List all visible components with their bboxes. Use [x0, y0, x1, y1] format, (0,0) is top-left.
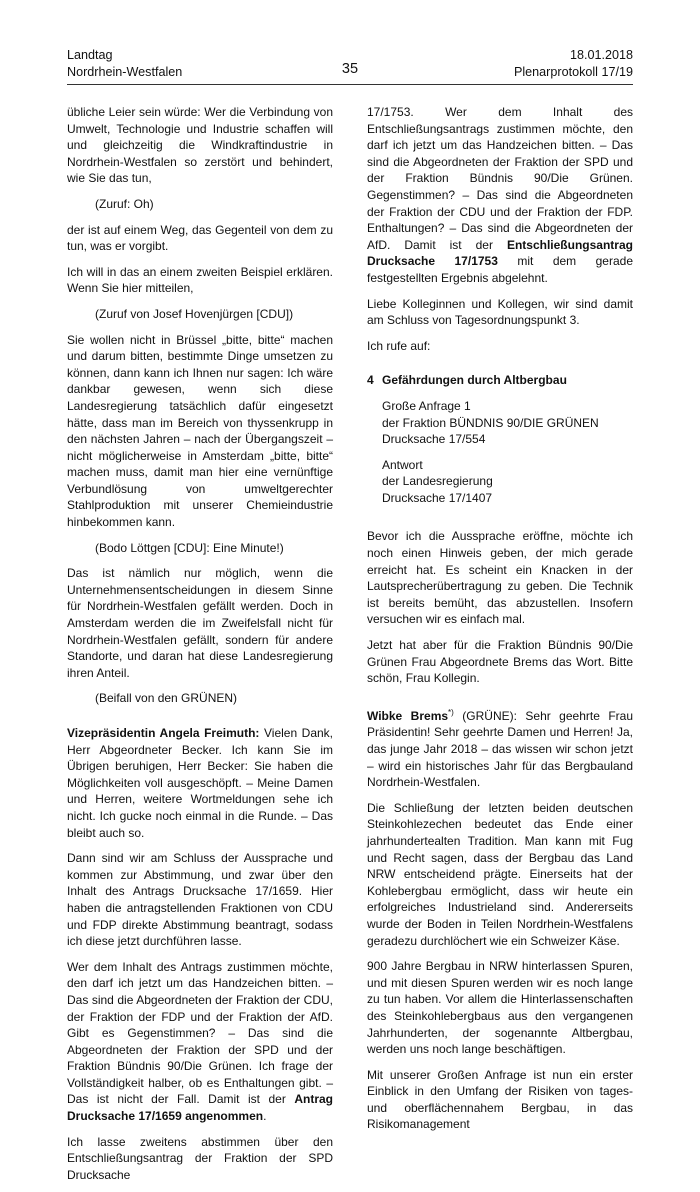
doc-line: Drucksache 17/554	[382, 432, 486, 447]
page-number: 35	[341, 61, 359, 77]
header-parliament: Landtag	[67, 48, 113, 62]
speaker-name: Vizepräsidentin Angela Freimuth:	[67, 726, 260, 740]
header-right	[514, 47, 633, 81]
paragraph: Bevor ich die Aussprache eröffne, möchte ich noch einen Hinweis geben, der mich gerade erreicht hat. Es scheint ein Knacken in der Lautsprecherübertragung zu geben. Die Technik ist bereits bemüht, das abzustellen. Insofern versuchen wir es einfach mal.	[367, 529, 633, 627]
paragraph: Die Schließung der letzten beiden deutschen Steinkohlezechen bedeutet das Ende einer jahrhundertealten Tradition. Man kann mit Fug und Recht sagen, dass der Bergbau das Land NRW entscheidend prägte. Einerseits hat der Kohlebergbau ermöglicht, dass wir heute ein erfolgreiches Industrieland sind. Andererseits wurde der Boden in Teilen Nordrhein-Westfalens geradezu durchlöchert wie ein Schweizer Käse.	[367, 800, 633, 948]
header-protocol: Plenarprotokoll 17/19	[513, 65, 633, 79]
vote-result: Entschließungsantrag Drucksache 17/1753	[367, 237, 633, 269]
agenda-item-number: 4	[367, 373, 374, 388]
paragraph: Dann sind wir am Schluss der Aussprache und kommen zur Abstimmung, und zwar über den Inhalt des Antrags Drucksache 17/1659. Hier haben die antragstellenden Fraktionen von CDU und FDP direkte Abstimmung beantragt, sodass ich diese jetzt durchführen lasse.	[67, 851, 333, 949]
interjection: (Zuruf: Oh)	[95, 196, 154, 211]
paragraph: Ich rufe auf:	[367, 338, 431, 353]
page-header	[67, 47, 633, 83]
doc-line: Große Anfrage 1	[382, 398, 471, 413]
paragraph: Ich lasse zweitens abstimmen über den Entschließungsantrag der Fraktion der SPD Drucksache	[67, 1134, 333, 1182]
doc-line: der Fraktion BÜNDNIS 90/DIE GRÜNEN	[382, 415, 599, 430]
agenda-item-title: Gefährdungen durch Altbergbau	[382, 373, 567, 388]
agenda-document-anfrage	[367, 398, 633, 448]
agenda-document-antwort	[367, 457, 633, 507]
speech-text: Vielen Dank, Herr Abgeordneter Becker. Ich kann Sie im Übrigen beruhigen, Herr Becker: Sie haben die Möglichkeiten voll ausgeschöpft. – Meine Damen und Herren, weitere Wortmeldungen sehe ich nicht. Ich gucke noch einmal in die Runde. – Das bleibt auch so.	[67, 726, 334, 840]
interjection: (Zuruf von Josef Hovenjürgen [CDU])	[95, 306, 294, 321]
paragraph	[367, 104, 633, 287]
punctuation: .	[263, 1109, 267, 1124]
paragraph	[67, 959, 333, 1125]
vote-text: Wer dem Inhalt des Antrags zustimmen möchte, den darf ich jetzt um das Handzeichen bitten. – Das sind die Abgeordneten der Fraktion der CDU, der Fraktion der FDP und der Fraktion der AfD. Gibt es Gegenstimmen? – Das sind die Abgeordneten der Fraktion der SPD und der Fraktion Bündnis 90/Die Grünen. Ich frage der Vollständigkeit halber, ob es Enthaltungen gibt. – Das ist nicht der Fall. Damit ist der	[67, 959, 333, 1107]
paragraph: übliche Leier sein würde: Wer die Verbindung von Umwelt, Technologie und Industrie schaffen will und gleichzeitig die Windkraftindustrie in Nordrhein-Westfalen so zerstört und behindert, wie Sie das tun,	[67, 105, 333, 186]
left-column	[67, 104, 333, 1192]
speech-text: (GRÜNE): Sehr geehrte Frau Präsidentin! Sehr geehrte Damen und Herren! Ja, das junge Jahr 2018 – das wissen wir schon jetzt – wird ein historisches Jahr für das Bergbauland Nordrhein-Westfalen.	[367, 708, 634, 790]
interjection: (Bodo Löttgen [CDU]: Eine Minute!)	[95, 540, 284, 555]
speaker-name: Wibke Brems	[367, 708, 449, 723]
paragraph: Mit unserer Großen Anfrage ist nun ein erster Einblick in den Umfang der Risiken von tages- und oberflächennahem Bergbau, in das Risikomanagement	[367, 1067, 633, 1132]
right-column	[367, 104, 633, 1142]
doc-line: der Landesregierung	[382, 474, 493, 489]
vote-text: 17/1753. Wer dem Inhalt des Entschließungsantrags zustimmen möchte, den darf ich jetzt um das Handzeichen bitten. – Das sind die Abgeordneten der Fraktion der SPD und der Fraktion Bündnis 90/Die Grünen. Gegenstimmen? – Das sind die Abgeordneten der Fraktion der CDU und der Fraktion der FDP. Enthaltungen? – Das sind die Abgeordneten der AfD. Damit ist der	[367, 105, 633, 252]
doc-line: Drucksache 17/1407	[382, 490, 493, 505]
paragraph: 900 Jahre Bergbau in NRW hinterlassen Spuren, und mit diesen Spuren werden wir es noch lange zu tun haben. Vor allem die Hinterlassenschaften des Steinkohlebergbaus aus den vergangenen Jahrhunderten, der sogenannte Altbergbau, werden uns noch lange beschäftigen.	[367, 959, 633, 1057]
applause-note: (Beifall von den GRÜNEN)	[95, 691, 238, 706]
paragraph: der ist auf einem Weg, das Gegenteil von dem zu tun, was er vorgibt.	[67, 222, 333, 254]
paragraph: Das ist nämlich nur möglich, wenn die Unternehmensentscheidungen in diesem Sinne für Nordrhein-Westfalen gefällt werden. Doch in Amsterdam werden die im Zweifelsfall nicht für Nordrhein-Westfalen gefällt, sondern für andere Standorte, und daran hat diese Landesregierung ihren Anteil.	[67, 566, 333, 680]
paragraph: Jetzt hat aber für die Fraktion Bündnis 90/Die Grünen Frau Abgeordnete Brems das Wort. Bitte schön, Frau Kollegin.	[367, 638, 633, 686]
footnote-mark: *)	[448, 707, 454, 717]
paragraph: Ich will in das an einem zweiten Beispiel erklären. Wenn Sie hier mitteilen,	[67, 264, 333, 296]
paragraph: Liebe Kolleginnen und Kollegen, wir sind damit am Schluss von Tagesordnungspunkt 3.	[367, 296, 633, 328]
header-date: 18.01.2018	[569, 48, 633, 62]
vote-result: Antrag Drucksache 17/1659 angenommen	[67, 1092, 333, 1124]
header-divider	[67, 84, 633, 85]
doc-line: Antwort	[382, 457, 423, 472]
agenda-item	[367, 372, 633, 389]
header-state: Nordrhein-Westfalen	[67, 65, 183, 79]
speaker-paragraph	[67, 725, 333, 841]
paragraph: Sie wollen nicht in Brüssel „bitte, bitte“ machen und darum bitten, bestimmte Dinge umsetzen zu können, dann kann ich Ihnen nur sagen: Ich wäre dankbar gewesen, wenn sich diese Landesregierung tatsächlich dafür eingesetzt hätte, dass man im Bereich von thyssenkrupp in den nächsten Jahren – nach der Übergangszeit – nicht möglicherweise in Amsterdam „bitte, bitte“ machen muss, damit man hier eine vernünftige Verbundlösung von umweltgerechter Stahlproduktion mit unserer Chemieindustrie hinbekommen kann.	[67, 332, 333, 530]
speaker-paragraph	[367, 705, 633, 791]
vote-text-end: mit dem gerade festgestellten Ergebnis abgelehnt.	[367, 254, 633, 285]
